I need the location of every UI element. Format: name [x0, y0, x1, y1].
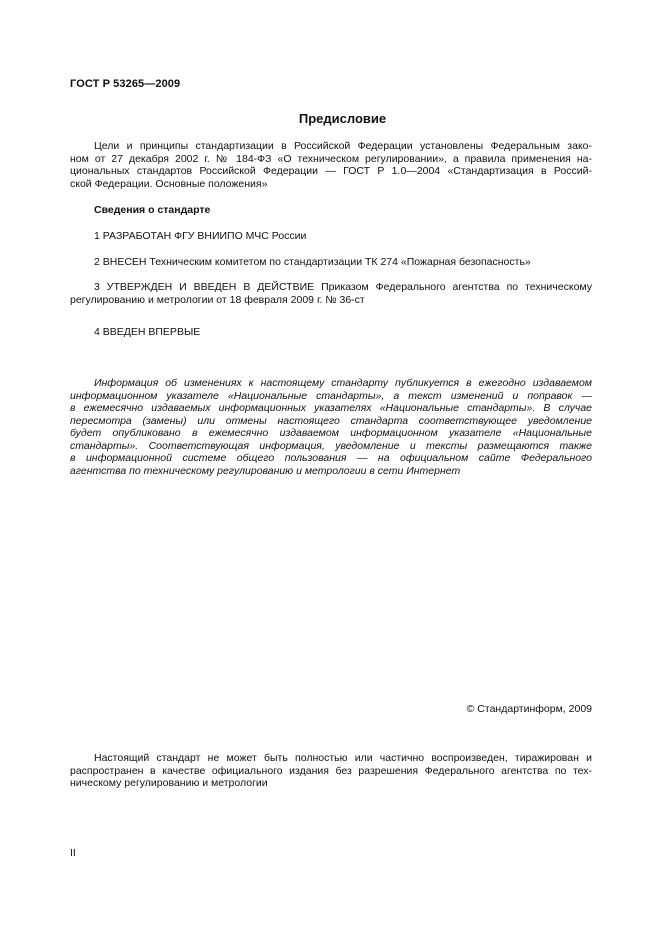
foreword-intro — [70, 140, 592, 190]
changes-notice-line: Информация об изменениях к настоящему стандарту публикуется в ежегодно издаваемом — [94, 377, 592, 389]
foreword-intro-line: циональных стандартов Российской Федерации — ГОСТ Р 1.0—2004 «Стандартизация в Россий- — [70, 165, 592, 177]
item-approved-line: 3 УТВЕРЖДЕН И ВВЕДЕН В ДЕЙСТВИЕ Приказом Федерального агентства по техническому — [94, 281, 592, 293]
item-approved — [70, 281, 592, 306]
foreword-intro-line: ской Федерации. Основные положения» — [70, 177, 268, 190]
changes-notice-line: в ежемесячно издаваемых информационных указателях «Национальные стандарты». В случае — [70, 402, 592, 414]
foreword-title: Предисловие — [298, 111, 387, 126]
page-number: II — [70, 847, 76, 859]
foreword-intro-line: ном от 27 декабря 2002 г. № 184-ФЗ «О техническом регулировании», а правила применения на- — [70, 152, 592, 165]
copyright-notice: © Стандартинформ, 2009 — [466, 703, 592, 715]
reproduction-notice — [70, 752, 592, 790]
standard-info-heading: Сведения о стандарте — [94, 204, 211, 216]
reproduction-notice-line: ническому регулированию и метрологии — [70, 777, 268, 789]
document-code: ГОСТ Р 53265—2009 — [70, 78, 181, 90]
item-introduced-first: 4 ВВЕДЕН ВПЕРВЫЕ — [94, 326, 201, 338]
changes-notice-line: пересмотра (замены) или отмены настоящего стандарта соответствующее уведомление — [70, 414, 592, 427]
reproduction-notice-line: распространен в качестве официального издания без разрешения Федерального агентства по тех- — [70, 764, 592, 777]
changes-notice-line: стандарты». Соответствующая информация, уведомление и тексты размещаются также — [70, 439, 592, 452]
item-developed-by: 1 РАЗРАБОТАН ФГУ ВНИИПО МЧС России — [94, 230, 307, 242]
changes-notice — [70, 377, 592, 477]
changes-notice-line: будет опубликовано в ежемесячно издаваемом информационном указателе «Национальные — [70, 427, 592, 439]
item-submitted-by: 2 ВНЕСЕН Техническим комитетом по стандартизации ТК 274 «Пожарная безопасность» — [94, 256, 531, 268]
changes-notice-line: агентства по техническому регулированию и метрологии в сети Интернет — [70, 464, 461, 477]
foreword-intro-line: Цели и принципы стандартизации в Российской Федерации установлены Федеральным зако- — [94, 140, 592, 152]
changes-notice-line: в информационной системе общего пользования — на официальном сайте Федерального — [70, 452, 592, 464]
changes-notice-line: информационном указателе «Национальные стандарты», а текст изменений и поправок — — [70, 389, 592, 402]
reproduction-notice-line: Настоящий стандарт не может быть полностью или частично воспроизведен, тиражирован и — [94, 752, 592, 764]
item-approved-line: регулированию и метрологии от 18 февраля 2009 г. № 36-ст — [70, 293, 365, 306]
